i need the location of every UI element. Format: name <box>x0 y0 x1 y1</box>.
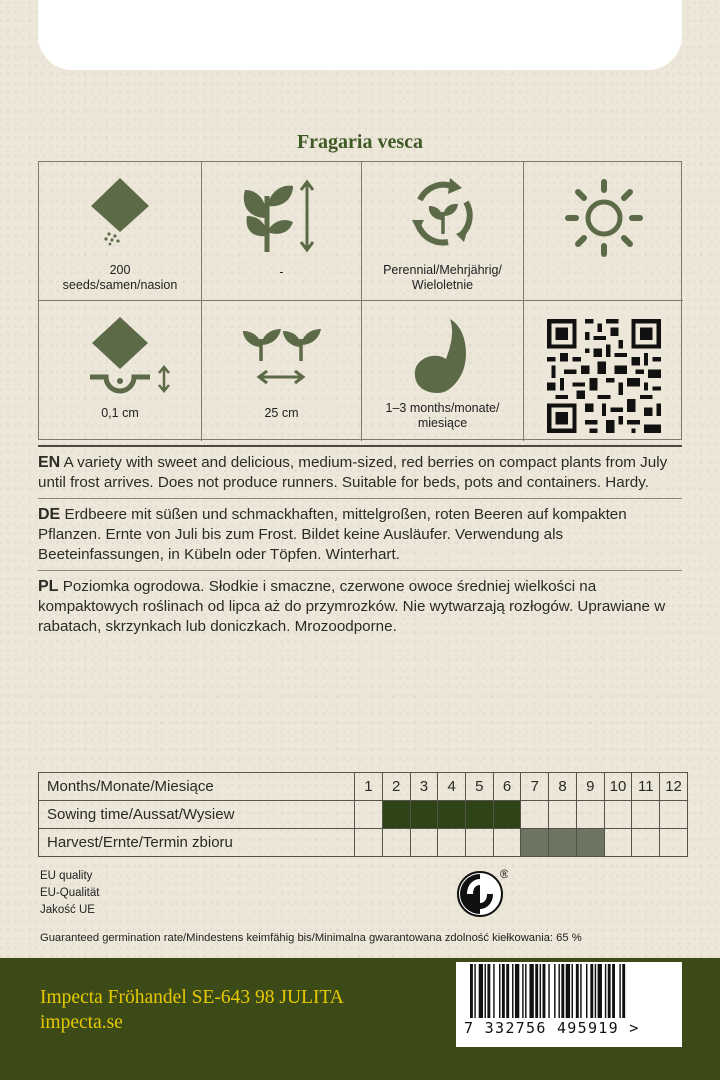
month-header: 7 <box>521 773 549 801</box>
description-pl <box>38 571 682 642</box>
barcode-bar <box>608 964 611 1018</box>
description-en <box>38 447 682 499</box>
months-row <box>39 773 688 801</box>
barcode-bar <box>540 964 541 1018</box>
barcode-bar <box>576 964 579 1018</box>
barcode <box>456 962 682 1020</box>
barcode-bar <box>558 964 559 1018</box>
barcode-bar <box>586 964 587 1018</box>
sowing-month-5 <box>465 801 493 829</box>
registered-mark: ® <box>500 867 508 881</box>
seed-count-cell <box>39 162 202 301</box>
harvest-month-6 <box>493 829 521 857</box>
harvest-month-10 <box>604 829 632 857</box>
harvest-month-4 <box>438 829 466 857</box>
harvest-label: Harvest/Ernte/Termin zbioru <box>39 829 355 857</box>
barcode-bar <box>612 964 615 1018</box>
barcode-bar <box>499 964 500 1018</box>
green-dot-recycle-icon <box>456 866 508 918</box>
growing-calendar <box>38 772 688 857</box>
germination-guarantee: Guaranteed germination rate/Mindestens keimfähig bis/Minimalna gwarantowana zdolność kiełkowania: 65 % <box>40 932 582 944</box>
harvest-month-1 <box>355 829 383 857</box>
germination-time-icon <box>408 315 478 395</box>
barcode-bar <box>502 964 505 1018</box>
barcode-bar <box>622 964 625 1018</box>
sowing-depth-label: 0,1 cm <box>101 406 139 420</box>
barcode-bar <box>554 964 555 1018</box>
harvest-month-9 <box>576 829 604 857</box>
sun-cell <box>524 162 683 301</box>
harvest-month-2 <box>382 829 410 857</box>
lifecycle-cell <box>362 162 524 301</box>
plant-spacing-icon <box>237 315 327 391</box>
plant-spacing-label: 25 cm <box>264 406 299 420</box>
harvest-month-11 <box>632 829 660 857</box>
eu-quality-de: EU-Qualität <box>40 887 100 899</box>
company-address: Impecta Fröhandel SE-643 98 JULITA <box>40 987 344 1008</box>
barcode-bar <box>595 964 596 1018</box>
plant-spacing-cell <box>202 301 362 441</box>
barcode-bar <box>566 964 570 1018</box>
plant-height-cell <box>202 162 362 301</box>
month-header: 10 <box>604 773 632 801</box>
sowing-depth-icon <box>70 315 170 395</box>
harvest-month-7 <box>521 829 549 857</box>
month-header: 4 <box>438 773 466 801</box>
harvest-month-5 <box>465 829 493 857</box>
barcode-bar <box>506 964 509 1018</box>
barcode-bar <box>479 964 483 1018</box>
harvest-month-3 <box>410 829 438 857</box>
sowing-month-12 <box>660 801 688 829</box>
lang-code-en: EN <box>38 454 61 471</box>
barcode-bar <box>561 964 564 1018</box>
sowing-month-8 <box>549 801 577 829</box>
harvest-row <box>39 829 688 857</box>
sowing-row <box>39 801 688 829</box>
sowing-month-7 <box>521 801 549 829</box>
barcode-bar <box>572 964 573 1018</box>
barcode-number: 7 332756 495919 > <box>464 1019 640 1037</box>
species-name: Fragaria vesca <box>296 131 424 153</box>
seed-count-label: 200 seeds/samen/nasion <box>62 263 178 292</box>
month-header: 12 <box>660 773 688 801</box>
barcode-bar <box>543 964 546 1018</box>
lang-code-pl: PL <box>38 578 59 595</box>
description-de <box>38 499 682 571</box>
barcode-bar <box>598 964 602 1018</box>
sowing-month-11 <box>632 801 660 829</box>
harvest-month-8 <box>549 829 577 857</box>
sowing-label: Sowing time/Aussat/Wysiew <box>39 801 355 829</box>
qr-code[interactable] <box>543 315 665 437</box>
barcode-bar <box>590 964 593 1018</box>
lang-code-de: DE <box>38 506 61 523</box>
sowing-depth-cell <box>39 301 202 441</box>
barcode-bar <box>619 964 620 1018</box>
barcode-bar <box>580 964 581 1018</box>
month-header: 8 <box>549 773 577 801</box>
barcode-bar <box>474 964 475 1018</box>
description-en-text: A variety with sweet and delicious, medium-sized, red berries on compact plants from July until frost arrives. Does not produce runners. Suitable for beds, pots and containers. Hardy. <box>38 454 668 491</box>
month-header: 2 <box>382 773 410 801</box>
qr-cell <box>524 301 683 441</box>
germination-label: 1–3 months/monate/ miesiące <box>385 401 500 430</box>
plant-height-label: - <box>279 265 284 279</box>
website-link[interactable]: impecta.se <box>40 1012 123 1033</box>
eu-quality-block <box>40 868 99 919</box>
sowing-month-10 <box>604 801 632 829</box>
barcode-bar <box>487 964 490 1018</box>
barcode-bar <box>535 964 538 1018</box>
barcode-bar <box>493 964 494 1018</box>
barcode-bar <box>515 964 519 1018</box>
lifecycle-label: Perennial/Mehrjährig/ Wieloletnie <box>383 263 502 292</box>
perennial-cycle-icon <box>406 176 480 250</box>
barcode-bar <box>605 964 606 1018</box>
eu-quality-en: EU quality <box>40 870 93 882</box>
month-header: 1 <box>355 773 383 801</box>
month-header: 9 <box>576 773 604 801</box>
sun-icon <box>562 176 646 260</box>
description-section <box>38 445 682 642</box>
footer-text <box>40 985 344 1035</box>
sowing-month-9 <box>576 801 604 829</box>
barcode-bar <box>470 964 473 1018</box>
barcode-bar <box>548 964 549 1018</box>
description-de-text: Erdbeere mit süßen und schmackhaften, mittelgroßen, roten Beeren auf kompakten Pflanzen. Ernte von Juli bis zum Frost. Bildet keine Ausläufer. Verwendung als Beeteinfassungen, in Kübeln oder Töpfen. Winterhart. <box>38 506 627 563</box>
plant-height-icon <box>237 176 327 256</box>
icon-grid <box>38 161 682 440</box>
description-pl-text: Poziomka ogrodowa. Słodkie i smaczne, czerwone owoce średniej wielkości na kompaktowych roślinach od lipca aż do przymrozków. Nie wytwarzają rozłogów. Uprawiane w rabatach, skrzynkach lub doniczkach. Mrozoodporne. <box>38 578 666 635</box>
barcode-bar <box>522 964 523 1018</box>
sowing-month-4 <box>438 801 466 829</box>
sowing-month-2 <box>382 801 410 829</box>
germination-cell <box>362 301 524 441</box>
sowing-month-6 <box>493 801 521 829</box>
hanger-cutout <box>38 0 682 70</box>
barcode-bar <box>529 964 533 1018</box>
month-header: 5 <box>465 773 493 801</box>
barcode-bar <box>525 964 526 1018</box>
sowing-month-1 <box>355 801 383 829</box>
harvest-month-12 <box>660 829 688 857</box>
month-header: 6 <box>493 773 521 801</box>
month-header: 3 <box>410 773 438 801</box>
barcode-bar <box>485 964 486 1018</box>
green-dot-block <box>456 866 508 923</box>
barcode-bar <box>512 964 513 1018</box>
eu-quality-pl: Jakość UE <box>40 904 95 916</box>
sowing-month-3 <box>410 801 438 829</box>
month-header: 11 <box>632 773 660 801</box>
seed-packet-icon <box>85 176 155 246</box>
months-label: Months/Monate/Miesiące <box>39 773 355 801</box>
